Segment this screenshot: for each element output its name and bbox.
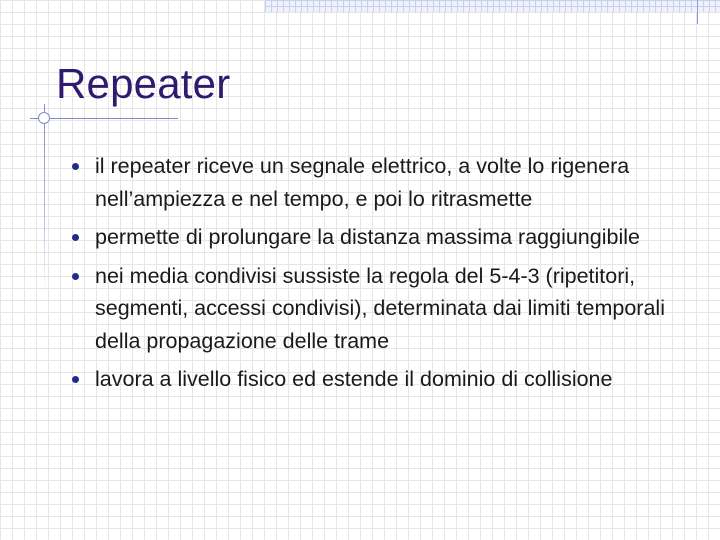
- bullet-item: [72, 221, 702, 254]
- crosshair-horizontal-line: [30, 118, 178, 119]
- bullet-text: permette di prolungare la distanza massima raggiungibile: [95, 225, 640, 249]
- bullet-text: il repeater riceve un segnale elettrico, a volte lo rigenera nell’ampiezza e nel tempo, e poi lo ritrasmette: [95, 154, 630, 211]
- crosshair-vertical-line: [44, 104, 45, 294]
- bullet-dot-icon: [72, 163, 79, 170]
- bullet-item: [72, 363, 702, 396]
- crosshair-ring-icon: [38, 112, 50, 124]
- bullet-text: nei media condivisi sussiste la regola del 5-4-3 (ripetitori, segmenti, accessi condivisi), determinata dai limiti temporali della propagazione delle trame: [95, 263, 665, 353]
- bullet-item: [72, 150, 702, 215]
- bullet-list: [72, 150, 702, 402]
- bullet-dot-icon: [72, 273, 79, 280]
- bullet-text: lavora a livello fisico ed estende il dominio di collisione: [95, 367, 613, 391]
- bullet-dot-icon: [72, 376, 79, 383]
- top-band-decoration: [265, 0, 720, 12]
- bullet-item: [72, 260, 702, 358]
- slide-title: Repeater: [56, 60, 231, 107]
- bullet-dot-icon: [72, 234, 79, 241]
- corner-line-decoration: [697, 0, 698, 24]
